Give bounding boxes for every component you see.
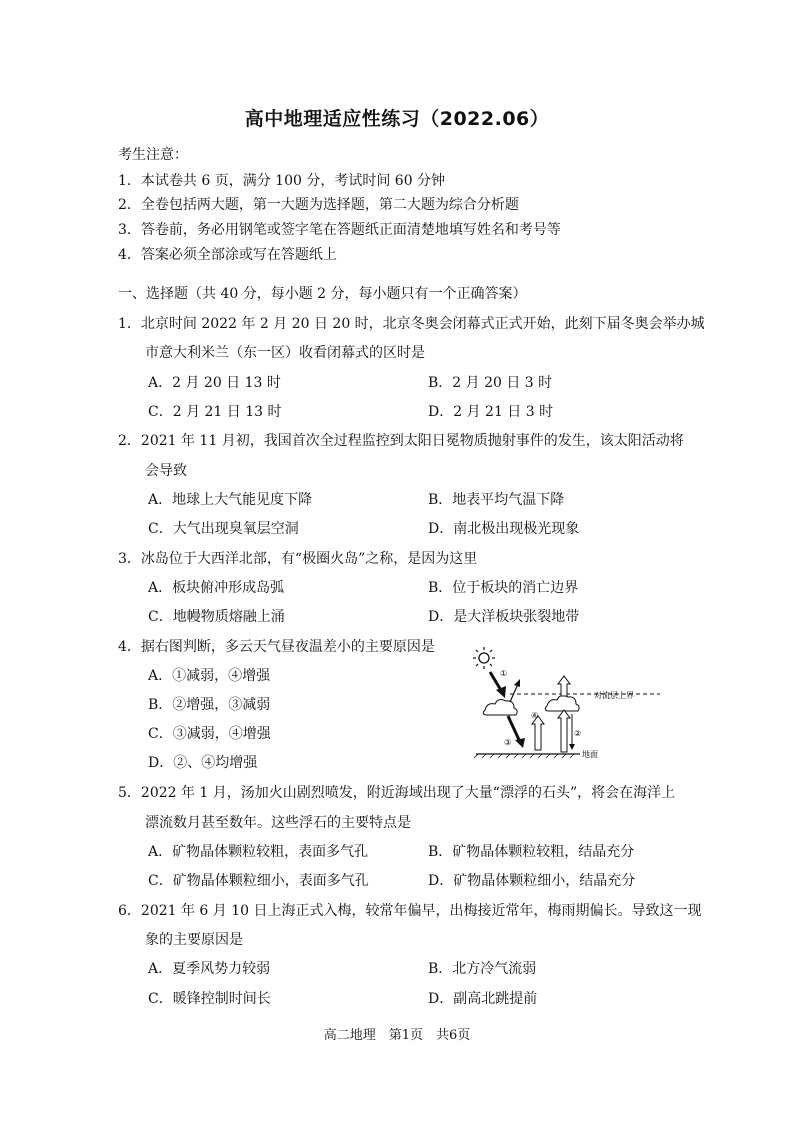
question-6-option-d: D．副高北跳提前: [428, 991, 538, 1007]
question-2-stem-line-1: 2．2021 年 11 月初，我国首次全过程监控到太阳日冕物质抛射事件的发生，该太阳活动将: [118, 433, 684, 449]
question-2-stem-line-2: 会导致: [145, 463, 187, 479]
question-5-option-a: A．矿物晶体颗粒较粗，表面多气孔: [148, 844, 369, 860]
question-6-option-b: B．北方冷气流弱: [428, 961, 537, 977]
label-2: ②: [574, 729, 582, 738]
question-5-stem-line-2: 漂流数月甚至数年。这些浮石的主要特点是: [145, 815, 411, 831]
question-6-option-a: A．夏季风势力较弱: [148, 961, 271, 977]
question-3-option-a: A．板块俯冲形成岛弧: [148, 580, 285, 596]
question-5-stem-line-1: 5．2022 年 1 月，汤加火山剧烈喷发，附近海域出现了大量“漂浮的石头”，将会在海洋上: [118, 785, 676, 801]
question-3-stem: 3．冰岛位于大西洋北部，有“极圈火岛”之称，是因为这里: [118, 551, 478, 567]
notice-item-1: 1．本试卷共 6 页，满分 100 分，考试时间 60 分钟: [118, 173, 446, 189]
question-4-stem: 4．据右图判断，多云天气昼夜温差小的主要原因是: [118, 639, 435, 655]
question-1-stem-line-1: 1．北京时间 2022 年 2 月 20 日 20 时，北京冬奥会闭幕式正式开始，此刻下届冬奥会举办城: [118, 316, 705, 332]
question-6-stem-line-2: 象的主要原因是: [145, 932, 243, 948]
arrow-ground-up: [558, 710, 570, 752]
question-3-option-b: B．位于板块的消亡边界: [428, 580, 579, 596]
radiation-diagram-svg: [470, 644, 670, 764]
question-3-option-c: C．地幔物质熔融上涌: [148, 609, 285, 625]
question-5-option-d: D．矿物晶体颗粒细小，结晶充分: [428, 873, 636, 889]
ground-label: 地面: [582, 750, 598, 759]
question-1-option-a: A．2 月 20 日 13 时: [148, 375, 281, 391]
question-5-option-b: B．矿物晶体颗粒较粗，结晶充分: [428, 844, 635, 860]
question-4-option-c: C．③减弱，④增强: [148, 726, 271, 742]
question-4-option-b: B．②增强，③减弱: [148, 697, 271, 713]
question-4-option-d: D．②、④均增强: [148, 755, 258, 771]
question-1-stem-line-2: 市意大利米兰（东一区）收看闭幕式的区时是: [145, 345, 425, 361]
cloud-right: [545, 696, 579, 711]
page-footer: 高二地理 第1页 共6页: [323, 1028, 471, 1043]
page-title: 高中地理适应性练习（2022.06）: [244, 108, 550, 130]
question-6-stem-line-1: 6．2021 年 6 月 10 日上海正式入梅，较常年偏早，出梅接近常年，梅雨期偏长。导致这一现: [118, 903, 702, 919]
question-6-option-c: C．暖锋控制时间长: [148, 991, 271, 1007]
radiation-diagram: [470, 644, 670, 764]
arrow-4: [532, 716, 544, 750]
sun-icon: [473, 647, 495, 669]
notice-heading: 考生注意：: [118, 147, 188, 163]
question-2-option-b: B．地表平均气温下降: [428, 492, 565, 508]
label-1: ①: [500, 669, 508, 678]
question-5-option-c: C．矿物晶体颗粒细小，表面多气孔: [148, 873, 369, 889]
notice-item-4: 4．答案必须全部涂或写在答题纸上: [118, 247, 337, 263]
question-1-option-c: C．2 月 21 日 13 时: [148, 404, 282, 420]
label-3: ③: [504, 738, 512, 747]
notice-item-3: 3．答卷前，务必用钢笔或签字笔在答题纸正面清楚地填写姓名和考号等: [118, 222, 561, 238]
label-4: ④: [531, 711, 539, 720]
question-2-option-a: A．地球上大气能见度下降: [148, 492, 313, 508]
section-heading: 一、选择题（共 40 分，每小题 2 分，每小题只有一个正确答案）: [118, 286, 527, 302]
question-3-option-d: D．是大洋板块张裂地带: [428, 609, 580, 625]
tropopause-label: 对流层上界: [594, 691, 634, 700]
arrow-up-right: [558, 676, 570, 696]
notice-item-2: 2．全卷包括两大题，第一大题为选择题，第二大题为综合分析题: [118, 197, 519, 213]
question-2-option-d: D．南北极出现极光现象: [428, 521, 580, 537]
arrow-2: [510, 679, 520, 702]
question-2-option-c: C．大气出现臭氧层空洞: [148, 521, 299, 537]
question-4-option-a: A．①减弱，④增强: [148, 668, 271, 684]
cloud-left: [483, 700, 517, 715]
question-1-option-b: B．2 月 20 日 3 时: [428, 375, 553, 391]
question-1-option-d: D．2 月 21 日 3 时: [428, 404, 554, 420]
